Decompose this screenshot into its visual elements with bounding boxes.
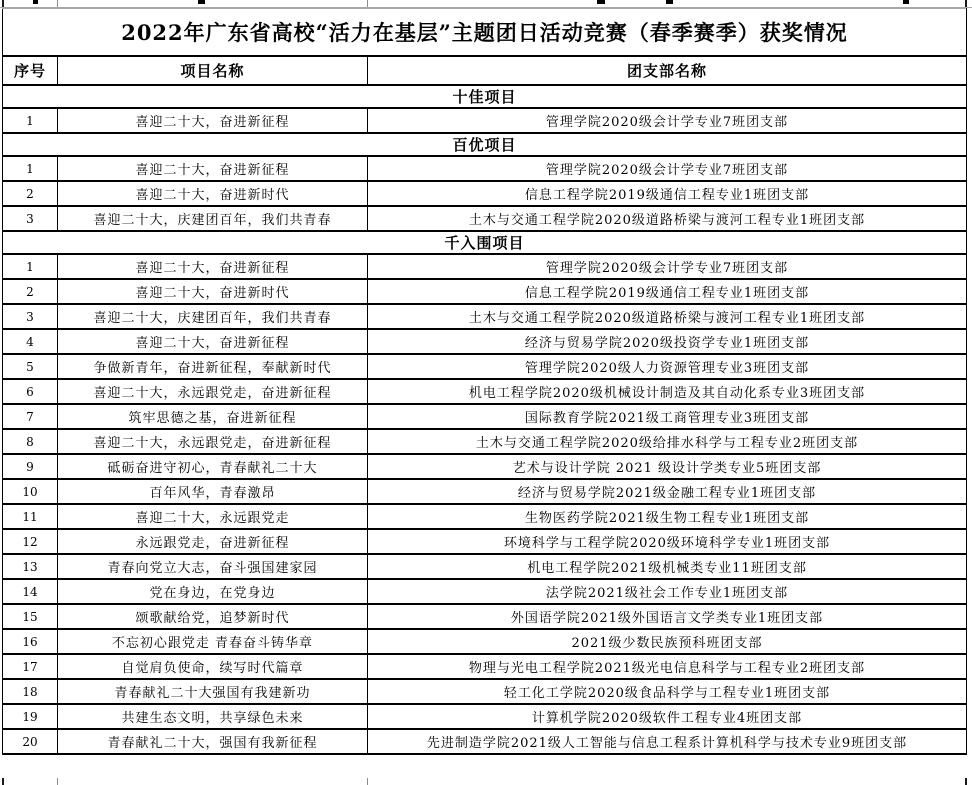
table-row [3, 604, 967, 629]
table-row [3, 654, 967, 679]
row-index: 11 [3, 504, 58, 529]
branch-name: 2021级少数民族预科班团支部 [368, 629, 967, 654]
table-row [3, 329, 967, 354]
clipped-glyph-mark [33, 0, 38, 4]
grid-vline [2, 0, 4, 7]
project-name: 喜迎二十大，永远跟党走，奋进新征程 [58, 379, 368, 404]
project-name: 喜迎二十大，庆建团百年，我们共青春 [58, 206, 368, 231]
branch-name: 国际教育学院2021级工商管理专业3班团支部 [368, 404, 967, 429]
row-index: 1 [3, 254, 58, 279]
branch-name: 土木与交通工程学院2020级道路桥梁与渡河工程专业1班团支部 [368, 304, 967, 329]
table-row [3, 529, 967, 554]
branch-name: 土木与交通工程学院2020级给排水科学与工程专业2班团支部 [368, 429, 967, 454]
table-header-row [3, 56, 967, 85]
awards-table [2, 8, 967, 755]
table-row [3, 304, 967, 329]
branch-name: 经济与贸易学院2021级金融工程专业1班团支部 [368, 479, 967, 504]
branch-name: 机电工程学院2020级机械设计制造及其自动化系专业3班团支部 [368, 379, 967, 404]
branch-name: 管理学院2020级会计学专业7班团支部 [368, 254, 967, 279]
row-index: 1 [3, 108, 58, 133]
project-name: 喜迎二十大，奋进新时代 [58, 181, 368, 206]
project-name: 砥砺奋进守初心，青春献礼二十大 [58, 454, 368, 479]
project-name: 百年风华，青春激昂 [58, 479, 368, 504]
project-name: 青春献礼二十大强国有我建新功 [58, 679, 368, 704]
table-row [3, 579, 967, 604]
row-index: 2 [3, 181, 58, 206]
table-row [3, 479, 967, 504]
row-index: 3 [3, 206, 58, 231]
table-row [3, 704, 967, 729]
branch-name: 信息工程学院2019级通信工程专业1班团支部 [368, 279, 967, 304]
branch-name: 管理学院2020级会计学专业7班团支部 [368, 156, 967, 181]
grid-vline [57, 0, 58, 7]
branch-name: 土木与交通工程学院2020级道路桥梁与渡河工程专业1班团支部 [368, 206, 967, 231]
table-body [3, 9, 967, 755]
row-index: 4 [3, 329, 58, 354]
row-index: 3 [3, 304, 58, 329]
branch-name: 管理学院2020级会计学专业7班团支部 [368, 108, 967, 133]
branch-name: 轻工化工学院2020级食品科学与工程专业1班团支部 [368, 679, 967, 704]
row-index: 12 [3, 529, 58, 554]
project-name: 喜迎二十大，奋进新征程 [58, 329, 368, 354]
page-title: 2022年广东省高校“活力在基层”主题团日活动竞赛（春季赛季）获奖情况 [3, 9, 967, 57]
row-index: 15 [3, 604, 58, 629]
project-name: 不忘初心跟党走 青春奋斗铸华章 [58, 629, 368, 654]
branch-name: 经济与贸易学院2020级投资学专业1班团支部 [368, 329, 967, 354]
branch-name: 计算机学院2020级软件工程专业4班团支部 [368, 704, 967, 729]
table-row [3, 181, 967, 206]
branch-name: 先进制造学院2021级人工智能与信息工程系计算机科学与技术专业9班团支部 [368, 729, 967, 754]
clipped-glyph-mark [903, 0, 909, 4]
branch-name: 物理与光电工程学院2021级光电信息科学与工程专业2班团支部 [368, 654, 967, 679]
branch-name: 法学院2021级社会工作专业1班团支部 [368, 579, 967, 604]
column-header-project: 项目名称 [58, 56, 368, 85]
table-row [3, 504, 967, 529]
table-row [3, 554, 967, 579]
project-name: 喜迎二十大，奋进新征程 [58, 254, 368, 279]
row-index: 13 [3, 554, 58, 579]
row-index: 8 [3, 429, 58, 454]
project-name: 筑牢思德之基，奋进新征程 [58, 404, 368, 429]
clipped-row-above [0, 0, 972, 8]
project-name: 颂歌献给党，追梦新时代 [58, 604, 368, 629]
row-index: 5 [3, 354, 58, 379]
grid-vline [965, 0, 967, 7]
row-index: 18 [3, 679, 58, 704]
branch-name: 环境科学与工程学院2020级环境科学专业1班团支部 [368, 529, 967, 554]
table-row [3, 629, 967, 654]
section-header-row [3, 85, 967, 108]
grid-vline [367, 778, 368, 785]
clipped-glyph-mark [198, 0, 205, 4]
project-name: 争做新青年，奋进新征程，奉献新时代 [58, 354, 368, 379]
row-index: 2 [3, 279, 58, 304]
grid-vline [2, 778, 4, 785]
project-name: 喜迎二十大，永远跟党走 [58, 504, 368, 529]
table-row [3, 404, 967, 429]
section-title: 千入围项目 [3, 231, 967, 254]
project-name: 共建生态文明，共享绿色未来 [58, 704, 368, 729]
section-title: 十佳项目 [3, 85, 967, 108]
row-index: 20 [3, 729, 58, 754]
grid-vline [965, 778, 967, 785]
column-header-branch: 团支部名称 [368, 56, 967, 85]
row-index: 19 [3, 704, 58, 729]
project-name: 青春向党立大志，奋斗强国建家园 [58, 554, 368, 579]
table-row [3, 108, 967, 133]
table-row [3, 206, 967, 231]
project-name: 自觉肩负使命，续写时代篇章 [58, 654, 368, 679]
column-header-index: 序号 [3, 56, 58, 85]
clipped-glyph-mark [666, 0, 673, 4]
row-index: 6 [3, 379, 58, 404]
row-index: 14 [3, 579, 58, 604]
row-index: 17 [3, 654, 58, 679]
table-row [3, 156, 967, 181]
section-header-row [3, 133, 967, 156]
grid-vline [57, 778, 58, 785]
section-header-row [3, 231, 967, 254]
project-name: 喜迎二十大，永远跟党走，奋进新征程 [58, 429, 368, 454]
project-name: 喜迎二十大，奋进新征程 [58, 156, 368, 181]
clipped-glyph-mark [597, 0, 605, 4]
branch-name: 外国语学院2021级外国语言文学类专业1班团支部 [368, 604, 967, 629]
project-name: 党在身边，在党身边 [58, 579, 368, 604]
row-index: 10 [3, 479, 58, 504]
table-row [3, 254, 967, 279]
grid-vline [367, 0, 368, 7]
row-index: 1 [3, 156, 58, 181]
table-row [3, 454, 967, 479]
project-name: 永远跟党走，奋进新征程 [58, 529, 368, 554]
table-row [3, 379, 967, 404]
branch-name: 机电工程学院2021级机械类专业11班团支部 [368, 554, 967, 579]
project-name: 喜迎二十大，奋进新征程 [58, 108, 368, 133]
project-name: 青春献礼二十大，强国有我新征程 [58, 729, 368, 754]
branch-name: 艺术与设计学院 2021 级设计学类专业5班团支部 [368, 454, 967, 479]
branch-name: 管理学院2020级人力资源管理专业3班团支部 [368, 354, 967, 379]
row-index: 9 [3, 454, 58, 479]
branch-name: 信息工程学院2019级通信工程专业1班团支部 [368, 181, 967, 206]
table-row [3, 354, 967, 379]
table-row [3, 679, 967, 704]
table-row [3, 729, 967, 754]
project-name: 喜迎二十大，奋进新时代 [58, 279, 368, 304]
table-title-row [3, 9, 967, 57]
section-title: 百优项目 [3, 133, 967, 156]
row-index: 7 [3, 404, 58, 429]
project-name: 喜迎二十大，庆建团百年，我们共青春 [58, 304, 368, 329]
branch-name: 生物医药学院2021级生物工程专业1班团支部 [368, 504, 967, 529]
table-row [3, 279, 967, 304]
table-row [3, 429, 967, 454]
row-index: 16 [3, 629, 58, 654]
